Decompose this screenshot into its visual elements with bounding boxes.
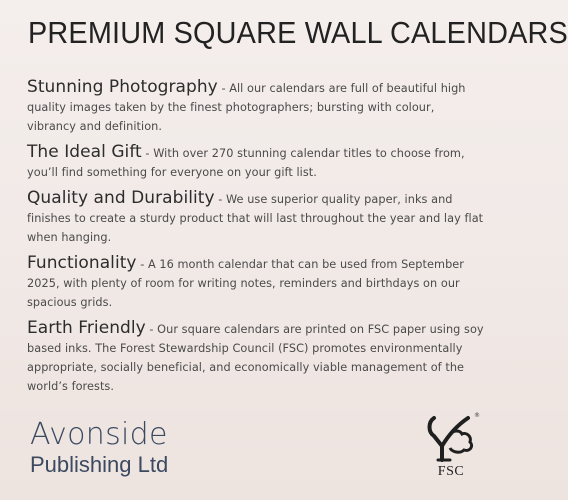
fsc-label: FSC <box>437 464 465 479</box>
feature-quality <box>27 188 487 247</box>
feature-earth-friendly <box>27 318 487 396</box>
brand-subtitle: Publishing Ltd <box>30 452 169 477</box>
feature-title: Functionality <box>27 253 137 273</box>
feature-title: Earth Friendly <box>27 318 146 338</box>
feature-text: - Our square calendars are printed on FSC paper using soy based inks. The Forest Stewardship Council (FSC) promotes environmentally appropriate, socially beneficial, and economically viable management of the world’s forests. <box>27 323 484 393</box>
fsc-tree-icon <box>420 412 482 466</box>
fsc-logo <box>420 412 482 484</box>
feature-text: - We use superior quality paper, inks and finishes to create a sturdy product that will last throughout the year and lay flat when hanging. <box>27 193 484 244</box>
feature-title: Quality and Durability <box>27 188 215 208</box>
feature-text: - A 16 month calendar that can be used from September 2025, with plenty of room for writing notes, reminders and birthdays on our spacious grids. <box>27 258 464 309</box>
feature-photography <box>27 77 487 136</box>
page-title: PREMIUM SQUARE WALL CALENDARS <box>28 15 568 50</box>
feature-title: Stunning Photography <box>27 77 218 97</box>
fsc-registered-mark: ® <box>474 412 480 419</box>
feature-title: The Ideal Gift <box>27 142 142 162</box>
feature-ideal-gift <box>27 142 487 182</box>
feature-functionality <box>27 253 487 312</box>
feature-text: - All our calendars are full of beautiful high quality images taken by the finest photographers; bursting with colour, vibrancy and definition. <box>27 82 466 133</box>
brand-logo <box>30 418 168 478</box>
feature-text: - With over 270 stunning calendar titles to choose from, you’ll find something for everyone on your gift list. <box>27 147 465 179</box>
brand-name: Avonside <box>30 417 168 452</box>
feature-list <box>27 77 487 402</box>
